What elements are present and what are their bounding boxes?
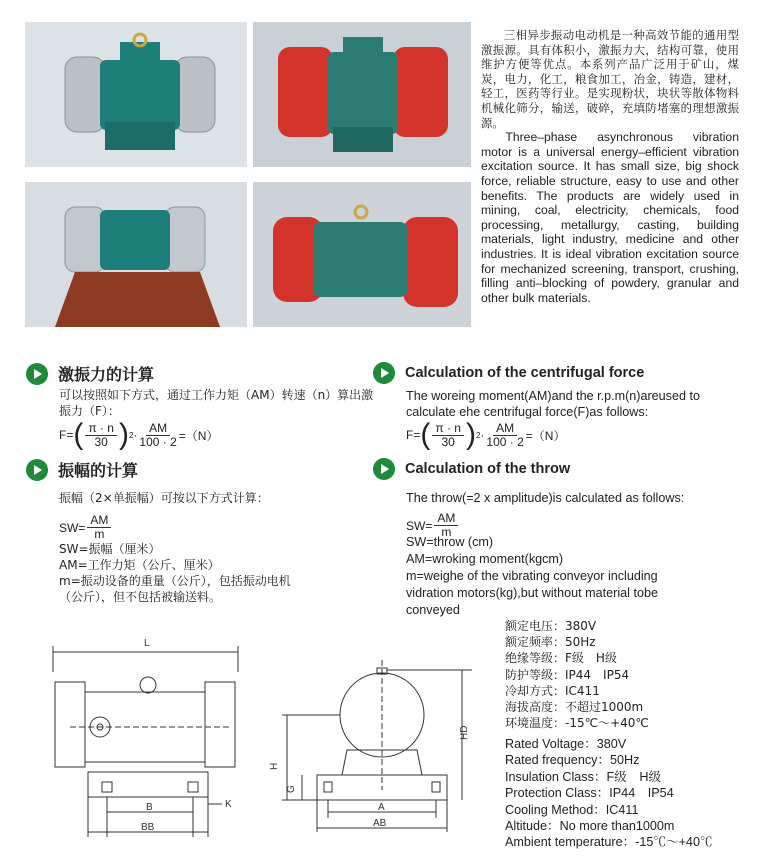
label-G: G: [286, 785, 297, 793]
label-H: H: [269, 762, 280, 770]
front-view-drawing: [40, 632, 260, 847]
intro-text: [481, 28, 739, 305]
throw-en-heading: Calculation of the throw: [373, 458, 570, 480]
motor-photo-silver-2: [25, 182, 247, 327]
label-HD: HD: [459, 725, 470, 740]
centrifugal-formula-en: F= ( $\frac{\pi \cdot n}{30}$ ) 2 · $\frac{AM}{100 \cdot 2}$ =（N）: [406, 418, 566, 451]
label-L: L: [144, 638, 150, 649]
centrifugal-cn-desc: 可以按照如下方式，通过工作力矩（AM）转速（n）算出激振力（F）：: [59, 388, 374, 418]
centrifugal-formula-cn: F= ( $\frac{\pi \cdot n}{30}$ ) 2 · $\frac{AM}{100 \cdot 2}$ =（N）: [59, 418, 219, 451]
play-bullet-icon: [26, 363, 48, 385]
specs-en: Rated Voltage：380V Rated frequency：50Hz Insulation Class：F级 H级 Protection Class：IP44 IP54 Cooling Method：IC411 Altitude：No more than1000m Ambient temperature：-15℃～+40℃: [505, 737, 713, 850]
label-BB: BB: [141, 822, 155, 833]
throw-en-desc: The throw(=2 x amplitude)is calculated as follows:: [406, 491, 685, 505]
throw-cn-lines: SW=振幅（厘米） AM=工作力矩（公斤、厘米） m=振动设备的重量（公斤），包括振动电机 （公斤），但不包括被输送料。: [59, 542, 291, 604]
motor-photo-red-1: [253, 22, 471, 167]
side-view-drawing: [262, 660, 482, 845]
motor-photo-silver-1: [25, 22, 247, 167]
label-AB: AB: [373, 818, 387, 829]
throw-formula-cn: SW= $\frac{AM}{m}$: [59, 514, 113, 541]
play-bullet-icon: [373, 362, 395, 384]
specs-cn: 额定电压：380V 额定频率：50Hz 绝缘等级：F级 H级 防护等级：IP44 IP54 冷却方式：IC411 海拔高度：不超过1000m 环境温度：-15℃～+40℃: [505, 619, 649, 731]
label-A: A: [378, 802, 385, 813]
label-K: K: [225, 799, 232, 810]
play-bullet-icon: [26, 459, 48, 481]
throw-cn-desc: 振幅（2×单振幅）可按以下方式计算：: [59, 491, 269, 505]
play-bullet-icon: [373, 458, 395, 480]
intro-en: Three–phase asynchronous vibration motor is a universal energy–efficient vibration excitation source. It has small size, big shock force, reliable structure, easy to use and other benefits. The products are widely used in mining, coal, electricity, chemicals, food processing, metallurgy, casting, building materials, light industry, medicine and other industries. It is ideal vibration excitation source for mechanized screening, transport, crushing, filling anti–blocking of powdery, granular and other bulk materials.: [481, 130, 739, 305]
intro-cn: 三相异步振动电动机是一种高效节能的通用型激振源。具有体积小，激振力大，结构可靠，使用维护方便等优点。本系列产品广泛用于矿山，煤炭，电力，化工，粮食加工，冶金，铸造，建材，轻工，医药等行业。是实现粉状，块状等散体物料机械化筛分，输送，破碎，充填防堵塞的理想激振源。: [481, 28, 739, 130]
motor-photo-red-2: [253, 182, 471, 327]
throw-cn-heading: 振幅的计算: [26, 458, 138, 481]
centrifugal-en-heading: Calculation of the centrifugal force: [373, 362, 644, 384]
throw-formula-en: SW= $\frac{AM}{m}$: [406, 512, 460, 539]
centrifugal-cn-heading: 激振力的计算: [26, 362, 154, 385]
label-B: B: [146, 802, 153, 813]
throw-en-lines: SW=throw (cm) AM=wroking moment(kgcm) m=weighe of the vibrating conveyor including vidration motors(kg),but without material tobe conveyed: [406, 535, 658, 617]
centrifugal-en-desc: The woreing moment(AM)and the r.p.m(n)areused to calculate ehe centrifugal force(F)as follows:: [406, 389, 700, 419]
